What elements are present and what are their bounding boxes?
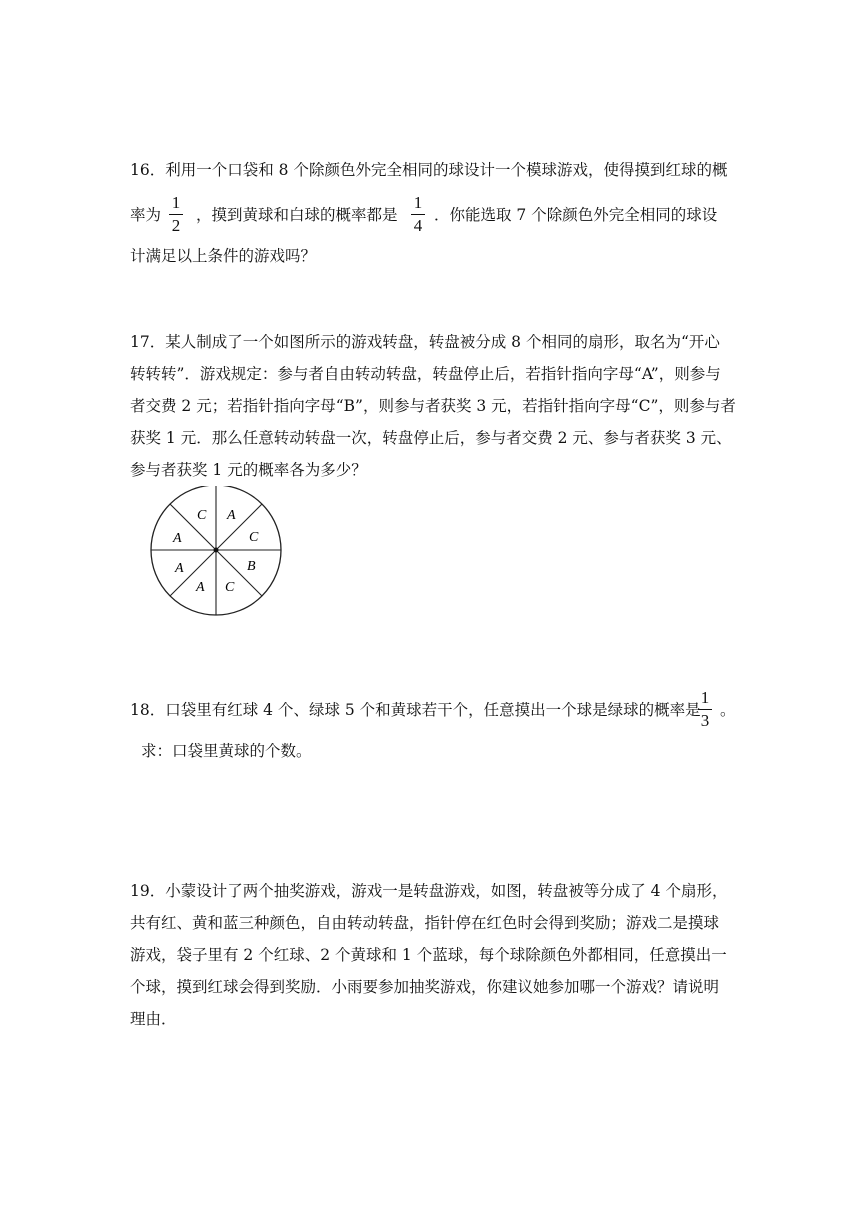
fraction-bar xyxy=(169,214,183,215)
q19-line-3: 游戏，袋子里有 2 个红球、2 个黄球和 1 个蓝球，每个球除颜色外都相同，任意摸出一 xyxy=(130,946,727,964)
q19-line-2: 共有红、黄和蓝三种颜色，自由转动转盘，指针停在红色时会得到奖励；游戏二是摸球 xyxy=(130,914,720,932)
fraction-denominator: 4 xyxy=(413,216,423,235)
fraction-bar xyxy=(698,709,712,710)
wheel-label-5: C xyxy=(225,580,235,595)
q17-line-1: 17．某人制成了一个如图所示的游戏转盘，转盘被分成 8 个相同的扇形，取名为“开心 xyxy=(130,333,720,351)
q18-line-1b: 。 xyxy=(720,701,736,719)
q16-line-3: 计满足以上条件的游戏吗？ xyxy=(130,247,317,265)
fraction-denominator: 3 xyxy=(700,711,710,730)
q16-fraction-1 xyxy=(168,193,184,236)
q19-line-5: 理由． xyxy=(130,1010,177,1028)
q18-fraction-1 xyxy=(697,688,713,731)
q16-fraction-2 xyxy=(410,193,426,236)
wheel-label-6: A xyxy=(196,580,205,595)
q17-line-5: 参与者获奖 1 元的概率各为多少？ xyxy=(130,461,367,479)
fraction-numerator: 1 xyxy=(700,688,710,707)
wheel-label-8: A xyxy=(173,531,182,546)
fraction-denominator: 2 xyxy=(171,216,181,235)
wheel-label-3: C xyxy=(249,530,259,545)
wheel-label-7: A xyxy=(175,561,184,576)
fraction-numerator: 1 xyxy=(171,193,181,212)
wheel-label-2: A xyxy=(227,508,236,523)
q18-line-1a: 18．口袋里有红球 4 个、绿球 5 个和黄球若干个，任意摸出一个球是绿球的概率是 xyxy=(130,701,701,719)
q19-line-1: 19．小蒙设计了两个抽奖游戏，游戏一是转盘游戏，如图，转盘被等分成了 4 个扇形， xyxy=(130,882,728,900)
spinner-wheel-figure xyxy=(146,486,286,626)
q16-line-2b: ，摸到黄球和白球的概率都是 xyxy=(196,206,398,224)
q17-line-4: 获奖 1 元．那么任意转动转盘一次，转盘停止后，参与者交费 2 元、参与者获奖 3 元、 xyxy=(130,429,732,447)
q19-line-4: 个球，摸到红球会得到奖励．小雨要参加抽奖游戏，你建议她参加哪一个游戏？请说明 xyxy=(130,978,720,996)
wheel-label-1: C xyxy=(197,508,207,523)
wheel-center-pin xyxy=(214,548,219,553)
wheel-label-4: B xyxy=(247,559,256,574)
q16-line-2a: 率为 xyxy=(130,206,162,224)
q16-line-1: 16．利用一个口袋和 8 个除颜色外完全相同的球设计一个模球游戏，使得摸到红球的概 xyxy=(130,161,728,179)
fraction-numerator: 1 xyxy=(413,193,423,212)
q16-line-2c: ．你能选取 7 个除颜色外完全相同的球设 xyxy=(434,206,718,224)
q18-line-2: 求：口袋里黄球的个数。 xyxy=(141,742,312,760)
fraction-bar xyxy=(411,214,425,215)
q17-line-2: 转转转”．游戏规定：参与者自由转动转盘，转盘停止后，若指针指向字母“A”，则参与 xyxy=(130,365,721,383)
q17-line-3: 者交费 2 元；若指针指向字母“B”，则参与者获奖 3 元，若指针指向字母“C”，则参与者 xyxy=(130,397,736,415)
